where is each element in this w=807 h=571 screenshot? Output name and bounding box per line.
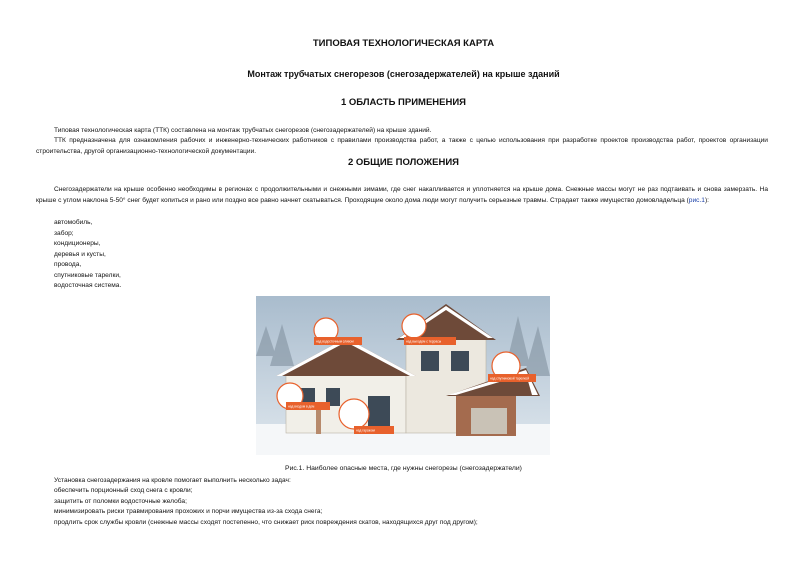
damage-list-item: кондиционеры,: [54, 240, 101, 247]
figure-1-image: [256, 296, 550, 455]
section-1-paragraph-1-text: Типовая технологическая карта (ТТК) составлена на монтаж трубчатых снегорезов (снегозадержателей) на крыше зданий.: [54, 127, 432, 134]
tasks-intro: [36, 476, 768, 487]
damage-list-item: деревья и кусты,: [54, 250, 106, 258]
damage-list-item: провода,: [54, 261, 82, 268]
section-2-paragraph-1-text: Снегозадержатели на крыше особенно необходимы в регионах с продолжительными и снежными зимами, где снег накапливается и уплотняется на крыше дома. Снежные массы могут не раз подтаивать и снова замерзать. На крыше с углом наклона 5-50° снег будет копиться и рано или поздно все равно начнет скатываться. Проходящие около дома люди могут получить серьезные травмы. Страдает также имущество домовладельца (: [36, 186, 768, 204]
damage-list-item: водосточная система.: [54, 282, 122, 289]
section-1-paragraph-2: [36, 136, 768, 157]
damage-list-item: спутниковые тарелки,: [54, 271, 121, 279]
marker-gutter-label: над водосточным сливом: [316, 339, 354, 344]
document-title: ТИПОВАЯ ТЕХНОЛОГИЧЕСКАЯ КАРТА: [312, 38, 495, 49]
marker-terrace-label: над выходом с террасы: [406, 339, 442, 344]
section-2-paragraph-1-tail: ):: [704, 196, 709, 204]
marker-garage-label: над гаражом: [356, 428, 375, 433]
tasks-intro-text: Установка снегозадержания на кровле помогает выполнить несколько задач:: [54, 477, 291, 484]
section-1-paragraph-1: [36, 126, 768, 137]
tasks-list-item: минимизировать риски травмирования прохожих и порчи имущества из-за схода снега;: [54, 508, 323, 515]
marker-entrance-label: над входом в дом: [288, 404, 315, 409]
section-1-paragraph-2-text: ТТК предназначена для ознакомления рабочих и инженерно-технических работников с правилами производства работ, а также с целью использования при разработке проектов производства работ, проектов организации строительства, другой организационно-технологической документации.: [36, 137, 768, 155]
tasks-list-item: обеспечить порционный сход снега с кровли;: [54, 487, 193, 494]
damage-list-item: автомобиль,: [54, 219, 93, 226]
damage-list-item: забор;: [54, 229, 74, 237]
document-subtitle: Монтаж трубчатых снегорезов (снегозадержателей) на крыше зданий: [247, 69, 560, 79]
section-2-paragraph-1: [36, 185, 768, 206]
section-2-heading: 2 ОБЩИЕ ПОЛОЖЕНИЯ: [348, 157, 459, 168]
figure-1-link[interactable]: рис.1: [688, 196, 705, 204]
tasks-list-item: продлить срок службы кровли (снежные массы сходят постепенно, что снижает риск повреждения скатов, находящихся друг под другом);: [54, 518, 478, 526]
figure-1-caption: Рис.1. Наиболее опасные места, где нужны снегорезы (снегозадержатели): [285, 465, 522, 472]
garage-door: [471, 408, 507, 434]
marker-satellite-label: над спутниковой тарелкой: [490, 376, 529, 381]
house-illustration: [256, 296, 550, 455]
section-1-heading: 1 ОБЛАСТЬ ПРИМЕНЕНИЯ: [340, 97, 467, 108]
tasks-list-item: защитить от поломки водосточные желоба;: [54, 497, 187, 505]
